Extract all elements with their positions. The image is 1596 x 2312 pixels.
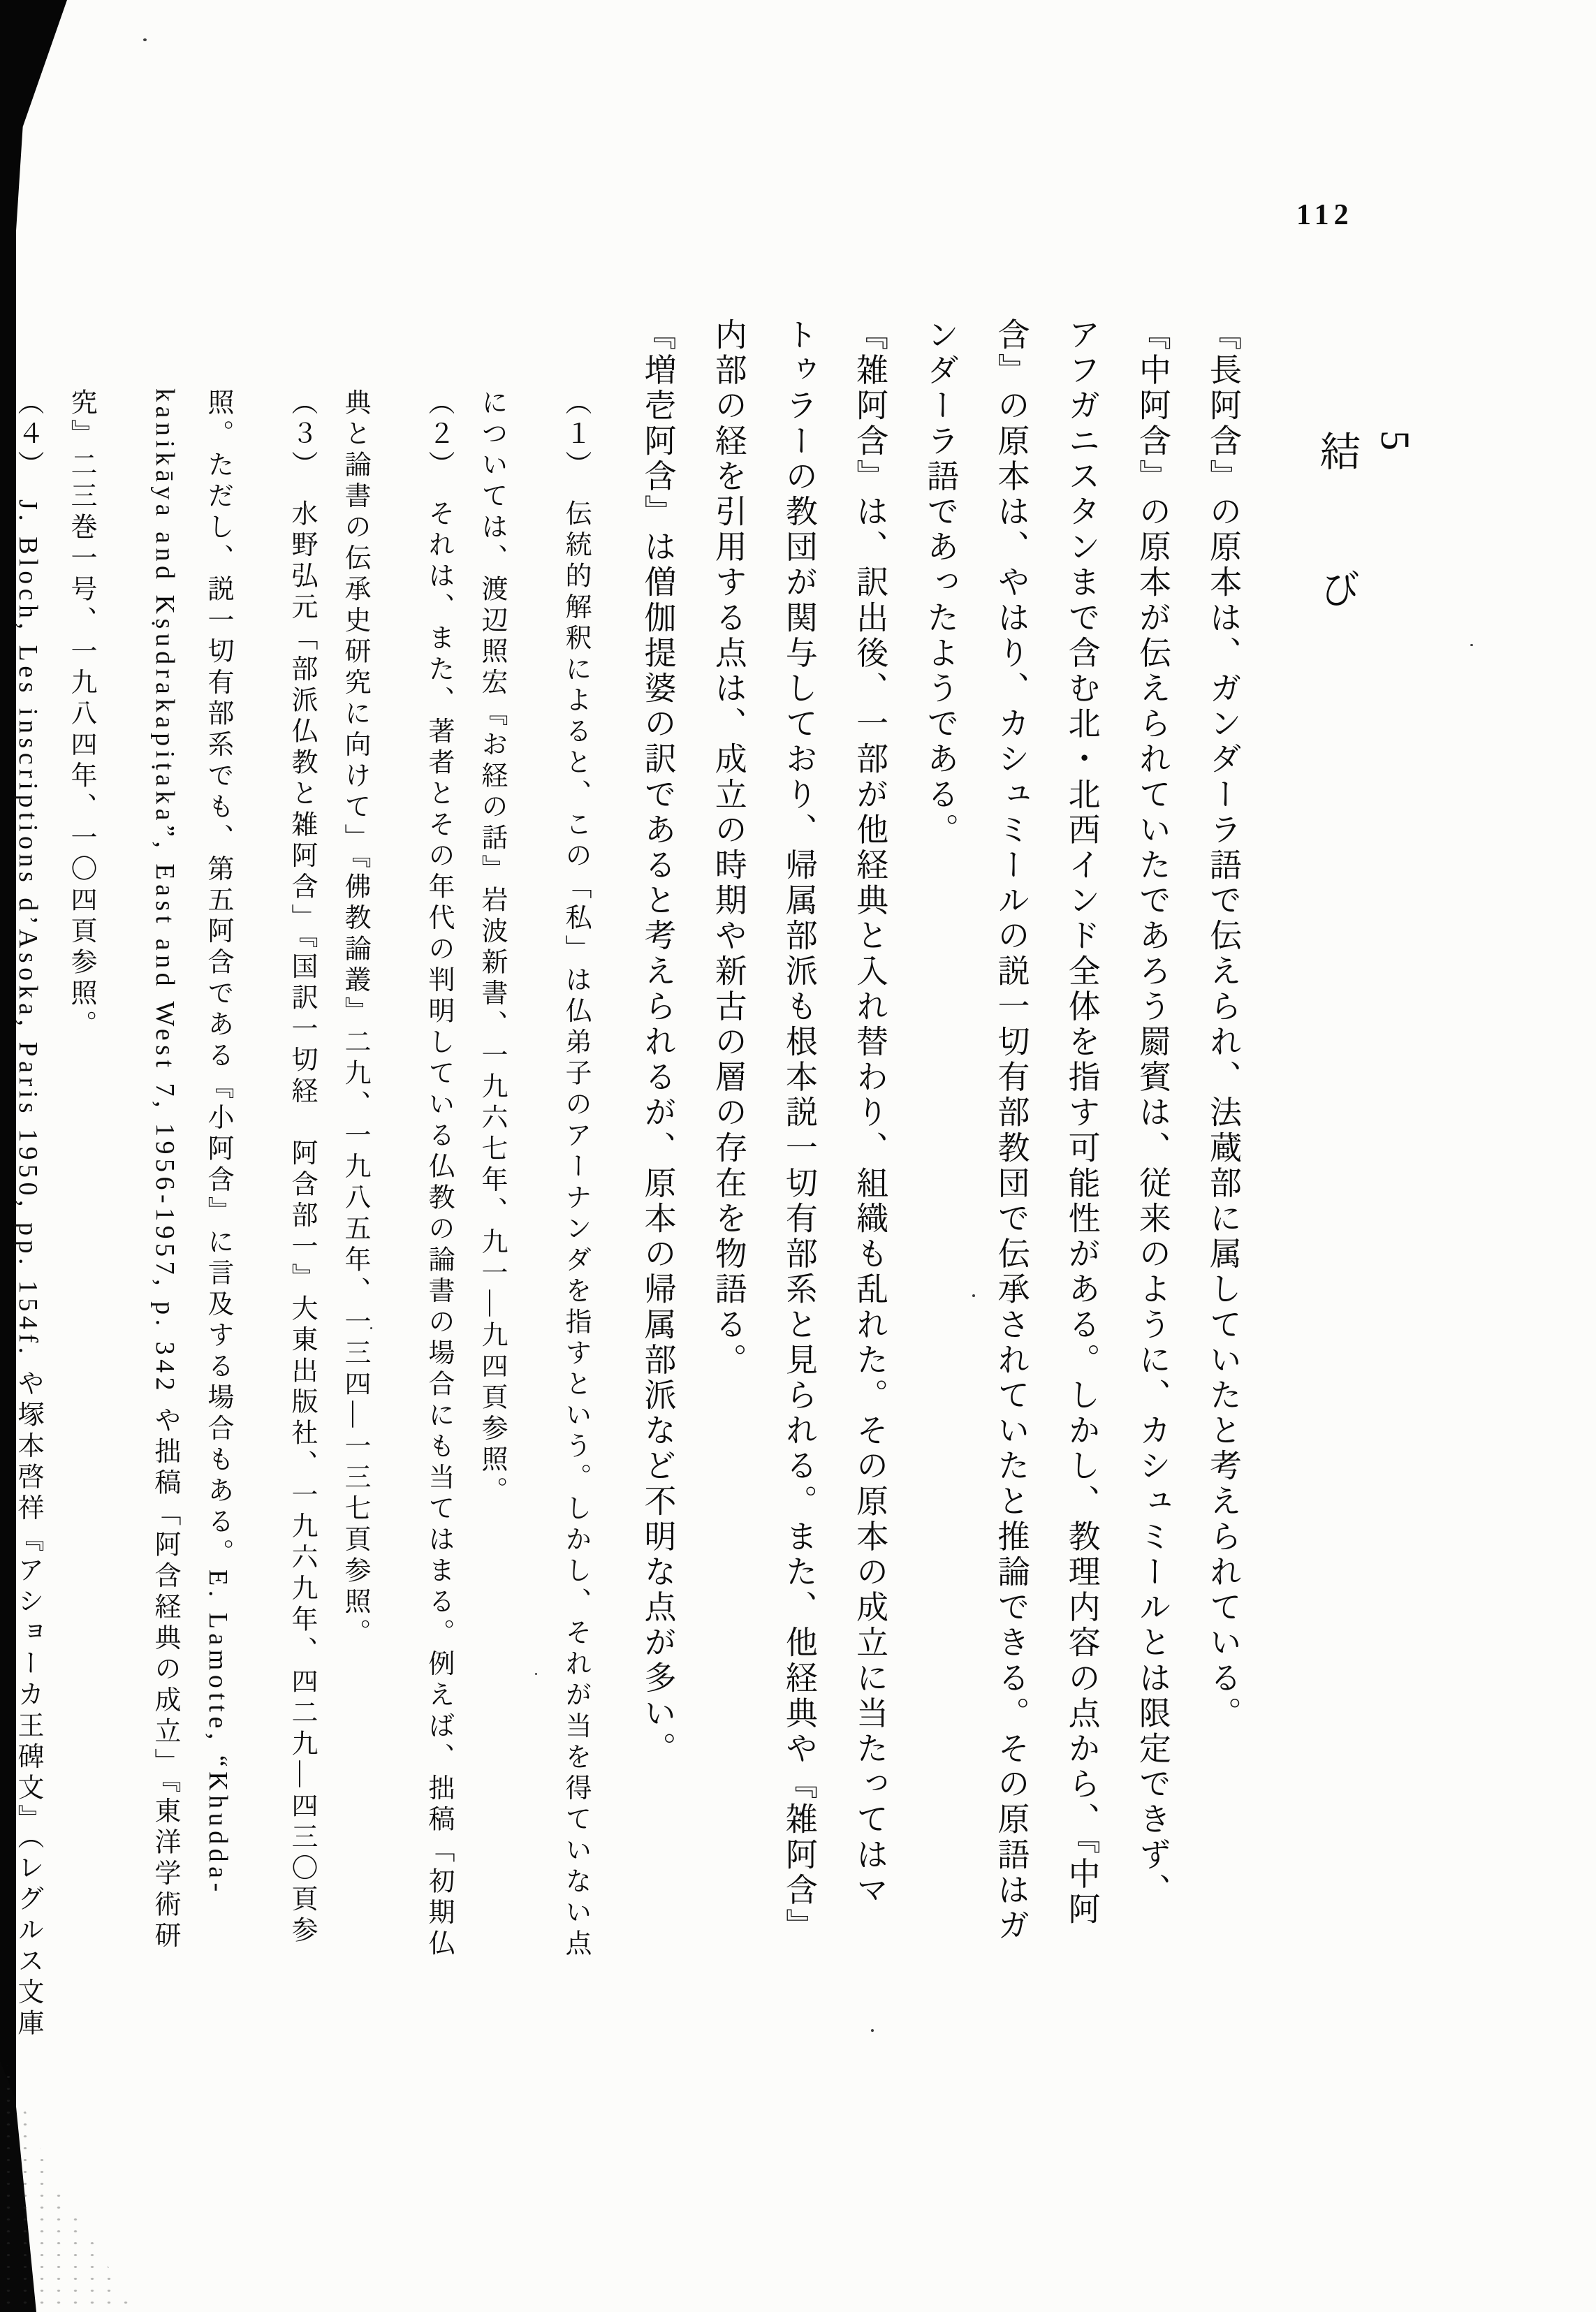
dust-speck: [1470, 644, 1473, 646]
footnote-column: 照。ただし、説一切有部系でも、第五阿含である『小阿含』に言及する場合もある。E. Lamotte, “Khudda-: [203, 388, 233, 1896]
footnotes: [1, 388, 602, 2040]
paragraph: [905, 318, 1188, 1944]
body-column: 『増壱阿含』は僧伽提婆の訳であると考えられるが、原本の帰属部派など不明な点が多い。: [640, 318, 676, 1767]
footnote-column: （２） それは、また、著者とその年代の判明している仏教の論書の場合にも当てはまる。例えば、拙稿「初期仏: [424, 388, 453, 1961]
paragraph: [1188, 318, 1259, 1944]
footnote-4: [1, 388, 54, 2040]
dust-speck: [143, 38, 147, 41]
footnote-column: （１） 伝統的解釈によると、この「私」は仏弟子のアーナンダを指すという。しかし、それが当を得ていない点: [561, 388, 590, 1961]
body-column: 『雑阿含』は、訳出後、一部が他経典と入れ替わり、組織も乱れた。その原本の成立に当たってはマ: [852, 318, 888, 1908]
page-number: 112: [1296, 199, 1354, 231]
body-column: アフガニスタンまで含む北・北西インド全体を指す可能性がある。しかし、教理内容の点から、『中阿: [1064, 318, 1100, 1928]
section-title: 結び: [1314, 430, 1359, 706]
footnote-column: （４） J. Bloch, Les inscriptions d’Asoka, Paris 1950, pp. 154f. や塚本啓祥『アショーカ王碑文』（レグルス文庫: [13, 388, 43, 2040]
body-column: 含』の原本は、やはり、カシュミールの説一切有部教団で伝承されていたと推論できる。その原語はガ: [993, 318, 1030, 1944]
scan-noise-speckles: [0, 2012, 133, 2312]
body-column: ンダーラ語であったようである。: [923, 318, 959, 848]
paragraph: [694, 318, 906, 1944]
body-column: 内部の経を引用する点は、成立の時期や新古の層の存在を物語る。: [710, 318, 747, 1378]
footnote-column: 究』二三巻一号、一九八四年、一〇四頁参照。: [66, 388, 96, 1041]
main-text: [622, 318, 1259, 1944]
footnote-column: 典と論書の伝承史研究に向けて」『佛教論叢』二九、一九八五年、一三四―一三七頁参照。: [340, 388, 369, 1650]
footnote-1: [465, 388, 602, 2040]
dust-speck: [871, 2029, 874, 2032]
paragraph: [622, 318, 693, 1944]
section-number: 5: [1372, 430, 1418, 451]
footnote-column: （３） 水野弘元「部派仏教と雑阿含」『国訳一切経 阿含部一』大東出版社、一九六九年、四二九―四三〇頁参: [287, 388, 316, 1947]
footnote-2: [328, 388, 465, 2040]
body-column: 『中阿含』の原本が伝えられていたであろう罽賓は、従来のように、カシュミールとは限定できず、: [1134, 318, 1171, 1908]
body-column: トゥラーの教団が関与しており、帰属部派も根本説一切有部系と見られる。また、他経典や『雑阿含』: [781, 318, 817, 1944]
footnote-column: については、渡辺照宏『お経の話』岩波新書、一九六七年、九一―九四頁参照。: [477, 388, 506, 1507]
binding-shadow-wedge: [0, 0, 67, 231]
footnote-3: [54, 388, 328, 2040]
body-column: 『長阿含』の原本は、ガンダーラ語で伝えられ、法蔵部に属していたと考えられている。: [1206, 318, 1241, 1732]
footnote-column: kanikāya and Kṣudrakapiṭaka”, East and West 7, 1956-1957, p. 342 や拙稿「阿含経典の成立」『東洋学術研: [150, 388, 180, 1953]
section-heading: [1314, 430, 1418, 706]
